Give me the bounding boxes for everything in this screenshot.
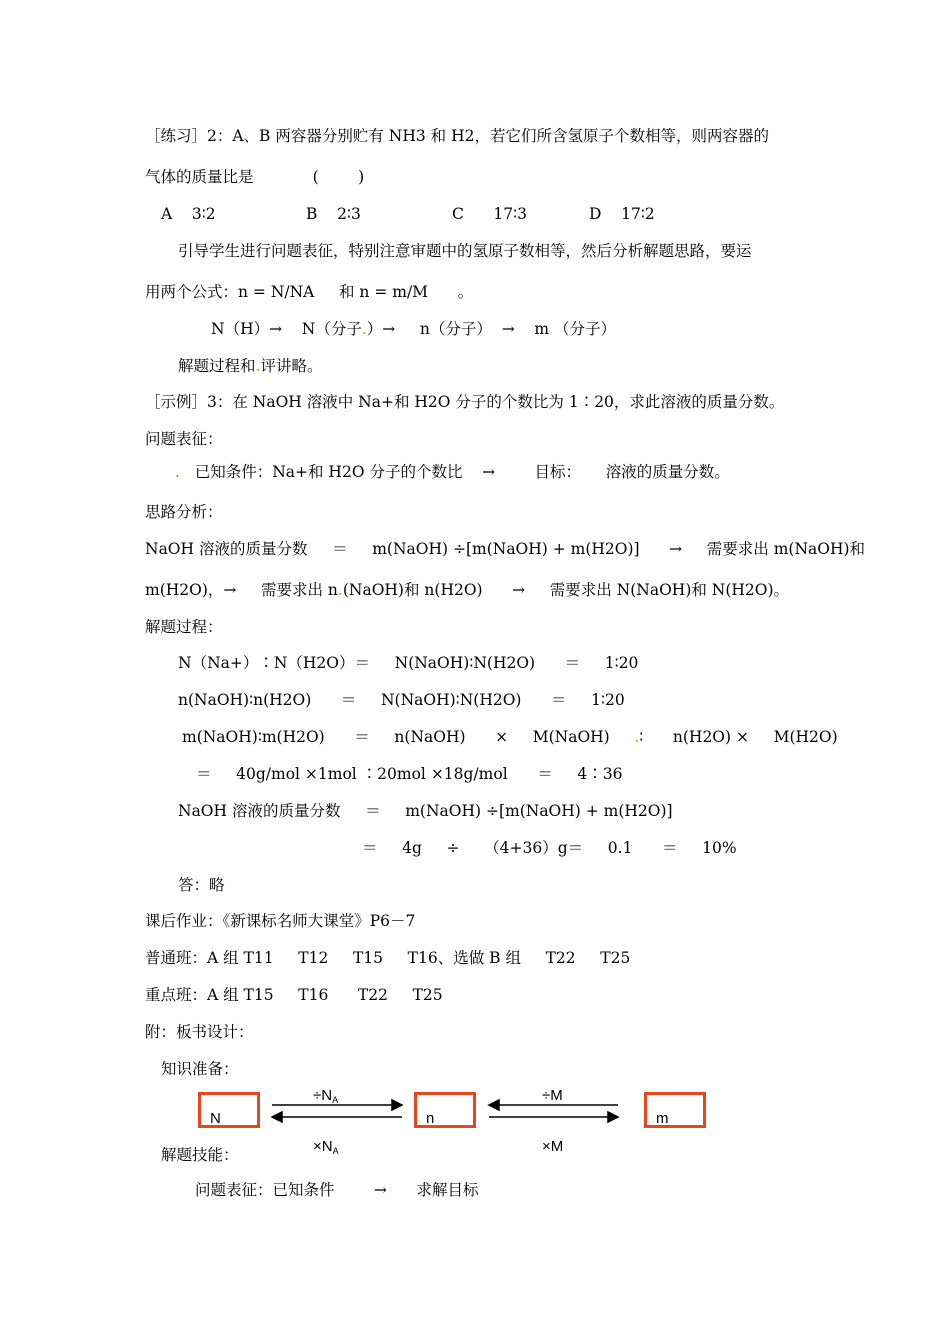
process-heading: 解题过程： <box>145 618 223 636</box>
process-step-3: m(NaOH)∶m(H2O) ＝ n(NaOH) × M(NaOH) .∶ n(H2O) × M(H2O) <box>182 728 838 746</box>
skills-heading: 解题技能： <box>161 1146 239 1164</box>
option-d: D 17∶2 <box>589 205 655 223</box>
marker-dot: . <box>175 463 185 481</box>
solve-note: 解题过程和.评讲略。 <box>178 357 323 375</box>
guide-line-1: 引导学生进行问题表征，特别注意审题中的氢原子数相等，然后分析解题思路，要运 <box>178 242 752 260</box>
option-b: B 2∶3 <box>306 205 361 223</box>
process-step-6: ＝ 4g ÷ （4+36）g＝ 0.1 ＝ 10% <box>362 839 737 857</box>
marker-dot: . <box>634 728 640 746</box>
label-divide-m: ÷M <box>542 1087 563 1104</box>
marker-dot: . <box>361 320 367 338</box>
analysis-line-1: NaOH 溶液的质量分数 ＝ m(NaOH) ÷[m(NaOH) + m(H2O)] → 需要求出 m(NaOH)和 <box>145 540 866 558</box>
process-step-5: NaOH 溶液的质量分数 ＝ m(NaOH) ÷[m(NaOH) + m(H2O)] <box>178 802 673 820</box>
homework-line-2: 普通班：A 组 T11 T12 T15 T16、选做 B 组 T22 T25 <box>145 949 631 967</box>
arrow-right-2-head <box>608 1112 618 1122</box>
process-step-1: N（Na+）∶N（H2O）＝ N(NaOH)∶N(H2O) ＝ 1∶20 <box>178 654 639 672</box>
label-divide-na: $\div N_A$ <box>313 1087 339 1105</box>
analysis-line-2: m(H2O)，→ 需要求出 n.(NaOH)和 n(H2O) → 需要求出 N(NaOH)和 N(H2O)。 <box>145 581 790 599</box>
process-step-4: ＝ 40g/mol ×1mol ∶20mol ×18g/mol ＝ 4∶36 <box>196 765 623 783</box>
known-conditions: . 已知条件：Na+和 H2O 分子的个数比 → 目标： 溶液的质量分数。 <box>175 463 730 481</box>
marker-dot: . <box>255 357 261 375</box>
box-particle-count: N <box>198 1092 260 1128</box>
guide-line-2: 用两个公式：n = N/NA 和 n = m/M 。 <box>145 283 474 301</box>
analysis-heading: 思路分析： <box>145 503 223 521</box>
arrow-right-1-head <box>392 1100 402 1110</box>
homework-line-1: 课后作业：《新课标名师大课堂》P6－7 <box>145 912 416 930</box>
example-3-title: ［示例］3：在 NaOH 溶液中 Na+和 H2O 分子的个数比为 1∶20，求此溶液的质量分数。 <box>145 393 785 411</box>
conversion-chain: N（H）→ N（分子.）→ n（分子） → m （分子） <box>211 320 617 338</box>
option-a: A 3∶2 <box>161 205 216 223</box>
option-c: C 17∶3 <box>452 205 528 223</box>
box-amount: n <box>414 1092 476 1128</box>
homework-line-3: 重点班：A 组 T15 T16 T22 T25 <box>145 986 443 1004</box>
exercise-2-line-1: ［练习］2：A、B 两容器分别贮有 NH3 和 H2，若它们所含氢原子个数相等，则两容器的 <box>145 127 769 145</box>
knowledge-heading: 知识准备： <box>161 1060 239 1078</box>
process-step-2: n(NaOH)∶n(H2O) ＝ N(NaOH)∶N(H2O) ＝ 1∶20 <box>178 691 625 709</box>
problem-repr-heading: 问题表征： <box>145 430 223 448</box>
box-mass: m <box>644 1092 706 1128</box>
answer: 答：略 <box>178 876 225 894</box>
marker-dot: . <box>337 581 343 599</box>
exercise-2-line-2: 气体的质量比是 ( ) <box>145 168 365 186</box>
board-heading: 附：板书设计： <box>145 1023 254 1041</box>
arrow-left-2-head <box>489 1100 499 1110</box>
label-multiply-na: $\times N_A$ <box>313 1138 339 1156</box>
skills-representation: 问题表征：已知条件 → 求解目标 <box>195 1181 479 1199</box>
arrow-left-1-head <box>272 1112 282 1122</box>
label-multiply-m: ×M <box>542 1138 564 1155</box>
